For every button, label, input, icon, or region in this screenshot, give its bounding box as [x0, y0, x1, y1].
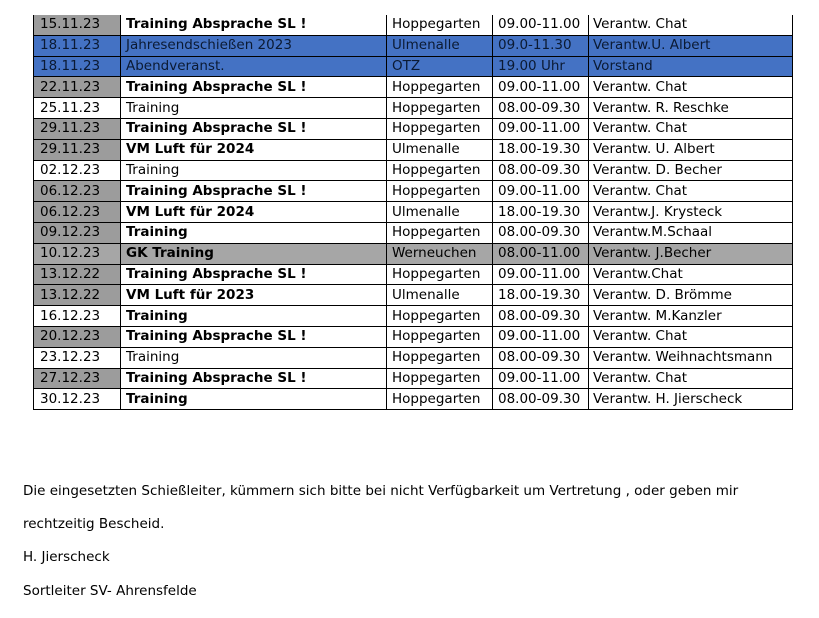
event-cell: Training Absprache SL ! [121, 326, 387, 347]
note-line-2: rechtzeitig Bescheid. [23, 516, 165, 532]
time-cell: 09.00-11.00 [493, 264, 589, 285]
table-row [34, 222, 793, 243]
event-cell: Training Absprache SL ! [121, 181, 387, 202]
time-cell: 08.00-09.30 [493, 98, 589, 119]
time-cell: 19.00 Uhr [493, 56, 589, 77]
place-cell: Hoppegarten [387, 326, 493, 347]
responsible-cell: Verantw. R. Reschke [589, 98, 793, 119]
table-row [34, 368, 793, 389]
table-row [34, 389, 793, 410]
event-cell: Training [121, 160, 387, 181]
time-cell: 08.00-09.30 [493, 160, 589, 181]
responsible-cell: Verantw. Chat [589, 181, 793, 202]
event-cell: Training [121, 306, 387, 327]
responsible-cell: Verantw.Chat [589, 264, 793, 285]
responsible-cell: Verantw. Chat [589, 326, 793, 347]
event-cell: VM Luft für 2023 [121, 285, 387, 306]
time-cell: 09.0-11.30 [493, 35, 589, 56]
table-row [34, 15, 793, 35]
table-row [34, 160, 793, 181]
place-cell: Hoppegarten [387, 264, 493, 285]
date-cell: 30.12.23 [34, 389, 121, 410]
event-cell: Training Absprache SL ! [121, 15, 387, 35]
date-cell: 20.12.23 [34, 326, 121, 347]
event-cell: Training Absprache SL ! [121, 264, 387, 285]
place-cell: Hoppegarten [387, 181, 493, 202]
responsible-cell: Verantw. H. Jierscheck [589, 389, 793, 410]
schedule-body [34, 15, 793, 410]
time-cell: 08.00-09.30 [493, 222, 589, 243]
note-line-1: Die eingesetzten Schießleiter, kümmern sich bitte bei nicht Verfügbarkeit um Vertretung , oder geben mir [23, 483, 739, 499]
responsible-cell: Verantw.U. Albert [589, 35, 793, 56]
event-cell: VM Luft für 2024 [121, 202, 387, 223]
time-cell: 08.00-09.30 [493, 389, 589, 410]
place-cell: Hoppegarten [387, 306, 493, 327]
date-cell: 02.12.23 [34, 160, 121, 181]
time-cell: 08.00-09.30 [493, 347, 589, 368]
responsible-cell: Verantw. Weihnachtsmann [589, 347, 793, 368]
place-cell: Hoppegarten [387, 160, 493, 181]
date-cell: 22.11.23 [34, 77, 121, 98]
table-row [34, 98, 793, 119]
date-cell: 27.12.23 [34, 368, 121, 389]
date-cell: 10.12.23 [34, 243, 121, 264]
place-cell: Hoppegarten [387, 98, 493, 119]
event-cell: Training [121, 98, 387, 119]
table-row [34, 264, 793, 285]
date-cell: 06.12.23 [34, 181, 121, 202]
place-cell: Ulmenalle [387, 139, 493, 160]
place-cell: Werneuchen [387, 243, 493, 264]
place-cell: Hoppegarten [387, 118, 493, 139]
table-row [34, 35, 793, 56]
responsible-cell: Verantw.J. Krysteck [589, 202, 793, 223]
signature-role: Sortleiter SV- Ahrensfelde [23, 583, 197, 599]
schedule-table [33, 15, 793, 410]
responsible-cell: Verantw. U. Albert [589, 139, 793, 160]
time-cell: 09.00-11.00 [493, 15, 589, 35]
date-cell: 16.12.23 [34, 306, 121, 327]
responsible-cell: Verantw. M.Kanzler [589, 306, 793, 327]
responsible-cell: Verantw. Chat [589, 118, 793, 139]
table-row [34, 202, 793, 223]
time-cell: 18.00-19.30 [493, 285, 589, 306]
place-cell: Hoppegarten [387, 15, 493, 35]
date-cell: 25.11.23 [34, 98, 121, 119]
table-row [34, 326, 793, 347]
date-cell: 23.12.23 [34, 347, 121, 368]
table-row [34, 139, 793, 160]
table-row [34, 56, 793, 77]
date-cell: 13.12.22 [34, 285, 121, 306]
event-cell: Jahresendschießen 2023 [121, 35, 387, 56]
place-cell: Ulmenalle [387, 35, 493, 56]
table-row [34, 347, 793, 368]
table-row [34, 118, 793, 139]
date-cell: 18.11.23 [34, 56, 121, 77]
time-cell: 09.00-11.00 [493, 77, 589, 98]
responsible-cell: Verantw. Chat [589, 77, 793, 98]
table-row [34, 285, 793, 306]
time-cell: 08.00-11.00 [493, 243, 589, 264]
table-row [34, 77, 793, 98]
place-cell: Ulmenalle [387, 285, 493, 306]
time-cell: 09.00-11.00 [493, 368, 589, 389]
date-cell: 13.12.22 [34, 264, 121, 285]
date-cell: 06.12.23 [34, 202, 121, 223]
table-row [34, 306, 793, 327]
time-cell: 09.00-11.00 [493, 181, 589, 202]
date-cell: 15.11.23 [34, 15, 121, 35]
event-cell: Abendveranst. [121, 56, 387, 77]
event-cell: Training Absprache SL ! [121, 77, 387, 98]
event-cell: Training [121, 347, 387, 368]
responsible-cell: Verantw. D. Brömme [589, 285, 793, 306]
responsible-cell: Verantw.M.Schaal [589, 222, 793, 243]
event-cell: Training Absprache SL ! [121, 118, 387, 139]
time-cell: 09.00-11.00 [493, 326, 589, 347]
responsible-cell: Verantw. D. Becher [589, 160, 793, 181]
place-cell: Hoppegarten [387, 368, 493, 389]
date-cell: 29.11.23 [34, 118, 121, 139]
place-cell: OTZ [387, 56, 493, 77]
table-row [34, 243, 793, 264]
responsible-cell: Verantw. Chat [589, 15, 793, 35]
time-cell: 18.00-19.30 [493, 139, 589, 160]
time-cell: 09.00-11.00 [493, 118, 589, 139]
place-cell: Hoppegarten [387, 389, 493, 410]
date-cell: 18.11.23 [34, 35, 121, 56]
event-cell: GK Training [121, 243, 387, 264]
place-cell: Hoppegarten [387, 222, 493, 243]
place-cell: Ulmenalle [387, 202, 493, 223]
event-cell: Training [121, 222, 387, 243]
signature-name: H. Jierscheck [23, 549, 110, 565]
event-cell: Training [121, 389, 387, 410]
place-cell: Hoppegarten [387, 77, 493, 98]
time-cell: 08.00-09.30 [493, 306, 589, 327]
responsible-cell: Vorstand [589, 56, 793, 77]
responsible-cell: Verantw. Chat [589, 368, 793, 389]
responsible-cell: Verantw. J.Becher [589, 243, 793, 264]
date-cell: 29.11.23 [34, 139, 121, 160]
table-row [34, 181, 793, 202]
event-cell: Training Absprache SL ! [121, 368, 387, 389]
event-cell: VM Luft für 2024 [121, 139, 387, 160]
date-cell: 09.12.23 [34, 222, 121, 243]
place-cell: Hoppegarten [387, 347, 493, 368]
time-cell: 18.00-19.30 [493, 202, 589, 223]
